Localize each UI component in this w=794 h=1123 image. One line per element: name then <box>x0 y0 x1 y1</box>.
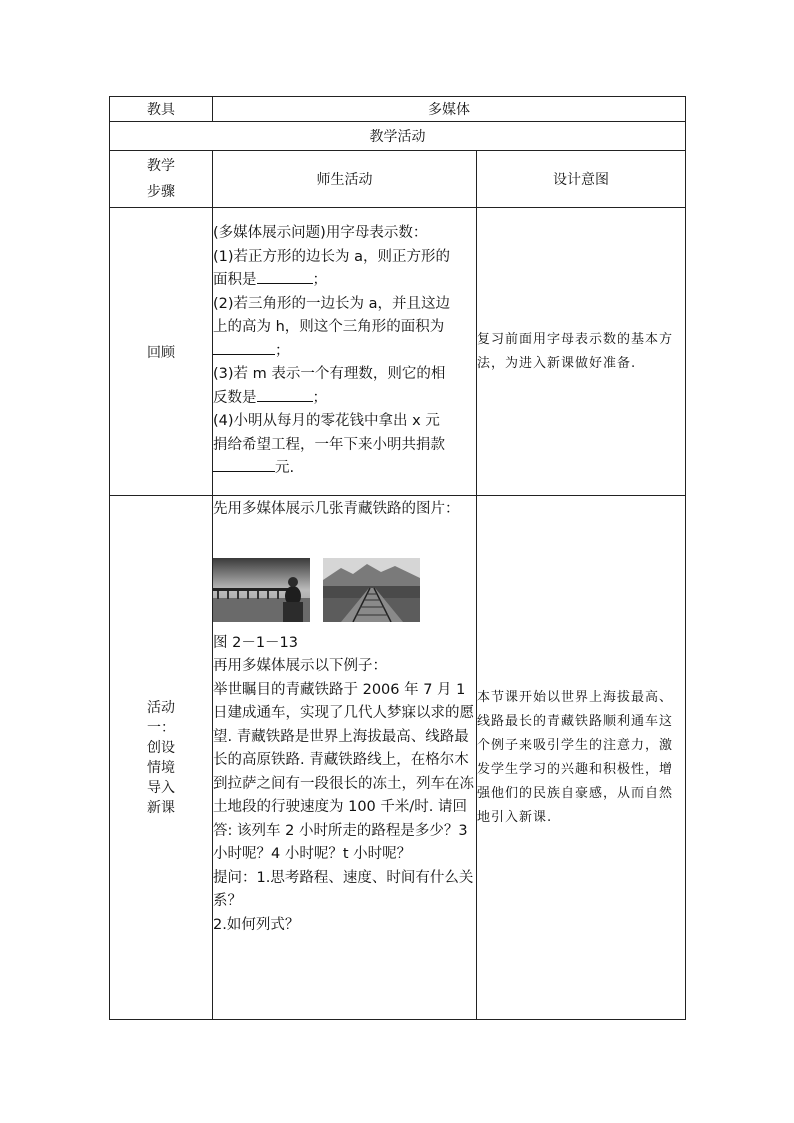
activity1-example: 举世瞩目的青藏铁路于 2006 年 7 月 1 日建成通车，实现了几代人梦寐以求的愿望. 青藏铁路是世界上海拔最高、线路最长的高原铁路. 青藏铁路线上，在格尔木到拉萨之间有一段很长的冻土，列车在冻土地段的行驶速度为 100 千米/时. 请回答: 该列车 2 小时所走的路程是多少？3小时呢？4 小时呢？t 小时呢？ <box>213 681 474 862</box>
review-q1b: 面积是 <box>213 272 257 289</box>
lesson-plan-table <box>109 96 686 1020</box>
review-q2b: 上的高为 h，则这个三角形的面积为 <box>213 319 445 336</box>
activity1-step-line: 导入 <box>147 779 175 796</box>
activity1-question1: 提问：1.思考路程、速度、时间有什么关系？ <box>213 869 474 909</box>
review-q4-line <box>213 457 476 481</box>
review-q3end: ； <box>312 389 327 406</box>
column-header-intent: 设计意图 <box>477 151 686 208</box>
step-header-line2: 步骤 <box>147 184 175 200</box>
step-header-line1: 教学 <box>147 158 175 174</box>
review-q3b: 反数是 <box>213 389 257 406</box>
activity1-step-line: 一： <box>147 719 175 736</box>
answer-blank <box>213 340 275 355</box>
tools-label: 教具 <box>110 97 213 122</box>
railway-photos <box>213 558 476 622</box>
column-header-step <box>110 151 213 208</box>
answer-blank <box>257 387 313 402</box>
activity1-step-line: 情境 <box>147 759 175 776</box>
review-activity <box>213 208 477 496</box>
review-step-label: 回顾 <box>110 208 213 496</box>
answer-blank <box>213 457 275 472</box>
review-intro: (多媒体展示问题)用字母表示数： <box>213 225 428 242</box>
review-q1b-line <box>213 269 476 293</box>
review-intent: 复习前面用字母表示数的基本方法，为进入新课做好准备. <box>477 208 686 496</box>
review-q4a: (4)小明从每月的零花钱中拿出 x 元 <box>213 413 440 430</box>
review-q2-line <box>213 340 476 364</box>
activity1-intent: 本节课开始以世界上海拔最高、线路最长的青藏铁路顺利通车这个例子来吸引学生的注意力，激发学生学习的兴趣和积极性，增强他们的民族自豪感，从而自然地引入新课. <box>477 496 686 1020</box>
activity1-step-line: 创设 <box>147 739 175 756</box>
activity1-question2: 2.如何列式？ <box>213 916 300 933</box>
answer-blank <box>257 269 313 284</box>
column-header-activity: 师生活动 <box>213 151 477 208</box>
activity1-step <box>110 496 213 1020</box>
review-q1a: (1)若正方形的边长为 a，则正方形的 <box>213 248 451 265</box>
review-q3a: (3)若 m 表示一个有理数，则它的相 <box>213 366 446 383</box>
review-q1end: ； <box>312 272 327 289</box>
railway-track-photo <box>323 558 420 622</box>
figure-caption: 图 2－1－13 <box>213 634 299 651</box>
activity1-step-line: 新课 <box>147 799 175 816</box>
activity1-intro: 先用多媒体展示几张青藏铁路的图片： <box>213 501 460 517</box>
section-title: 教学活动 <box>110 122 686 151</box>
review-q4b: 捐给希望工程，一年下来小明共捐款 <box>213 436 445 453</box>
activity1-lead: 再用多媒体展示以下例子： <box>213 658 387 674</box>
railway-bridge-photo <box>213 558 310 622</box>
review-q4end: 元. <box>275 460 295 477</box>
review-q2end: ； <box>275 342 290 359</box>
tools-value: 多媒体 <box>213 97 686 122</box>
review-q2a: (2)若三角形的一边长为 a，并且这边 <box>213 295 451 312</box>
activity1-step-line: 活动 <box>147 699 175 716</box>
activity1-activity <box>213 496 477 1020</box>
review-q3b-line <box>213 387 476 411</box>
